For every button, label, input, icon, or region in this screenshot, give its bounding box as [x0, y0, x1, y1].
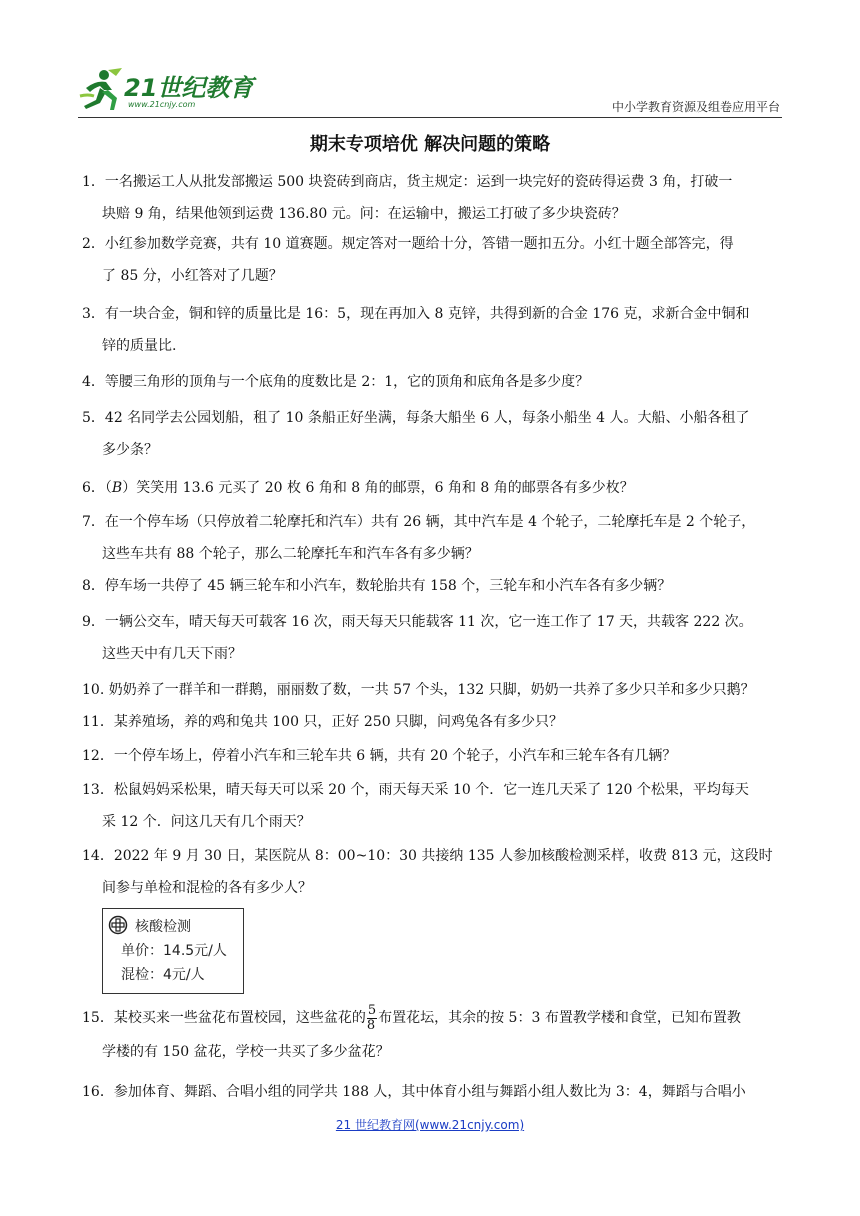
- question-label-italic: B: [111, 480, 123, 496]
- question-9: [82, 606, 782, 662]
- question-line: [82, 472, 782, 504]
- logo-brand-text: 21世纪教育: [124, 74, 254, 102]
- question-line: 块赔 9 角，结果他领到运费 136.80 元。问：在运输中，搬运工打破了多少块瓷砖？: [102, 206, 626, 222]
- question-line: 1．一名搬运工人从批发部搬运 500 块瓷砖到商店，货主规定：运到一块完好的瓷砖得运费 3 角，打破一: [82, 174, 733, 190]
- question-12: [82, 740, 782, 772]
- question-13: [82, 774, 782, 830]
- question-line: 9．一辆公交车，晴天每天可载客 16 次，雨天每天只能载客 11 次，它一连工作了 17 天，共载客 222 次。: [82, 614, 753, 630]
- question-line: 5．42 名同学去公园划船，租了 10 条船正好坐满，每条大船坐 6 人，每条小船坐 4 人。大船、小船各租了: [82, 410, 750, 426]
- question-line: [82, 1002, 782, 1034]
- question-line: 采 12 个．问这几天有几个雨天？: [102, 814, 311, 830]
- mixed-test-price: 混检：4元/人: [121, 967, 205, 983]
- question-11: [82, 706, 782, 738]
- page-header: [78, 64, 782, 118]
- logo-site-text: www.21cnjy.com: [128, 100, 196, 109]
- question-3: [82, 298, 782, 354]
- question-5: [82, 402, 782, 458]
- question-6: [82, 472, 782, 504]
- nucleic-test-price-box: [102, 908, 244, 994]
- footer-link[interactable]: 21 世纪教育网(www.21cnjy.com): [335, 1118, 525, 1132]
- page-title: 期末专项培优 解决问题的策略: [309, 134, 551, 155]
- question-line: 16．参加体育、舞蹈、合唱小组的同学共 188 人，其中体育小组与舞蹈小组人数比为 3：4，舞蹈与合唱小: [82, 1084, 746, 1100]
- fraction-numerator: 5: [367, 1002, 377, 1018]
- question-15: [82, 1002, 782, 1060]
- box-title: 核酸检测: [135, 919, 191, 935]
- question-text: 布置花坛，其余的按 5：3 布置教学楼和食堂，已知布置教: [378, 1010, 741, 1026]
- question-14: [82, 840, 782, 896]
- question-line: 锌的质量比.: [102, 338, 177, 354]
- question-2: [82, 228, 782, 284]
- single-test-price: 单价：14.5元/人: [121, 943, 227, 959]
- question-line: 这些车共有 88 个轮子，那么二轮摩托车和汽车各有多少辆？: [102, 546, 479, 562]
- question-line: 7．在一个停车场（只停放着二轮摩托和汽车）共有 26 辆，其中汽车是 4 个轮子，二轮摩托车是 2 个轮子，: [82, 514, 756, 530]
- question-text: ）笑笑用 13.6 元买了 20 枚 6 角和 8 角的邮票，6 角和 8 角的邮票各有多少枚？: [122, 480, 634, 496]
- question-7: [82, 506, 782, 562]
- question-line: 13．松鼠妈妈采松果，晴天每天可以采 20 个，雨天每天采 10 个．它一连几天采了 120 个松果，平均每天: [82, 782, 749, 798]
- question-line: 多少条？: [102, 442, 158, 458]
- question-1: [82, 166, 782, 222]
- logo: [78, 66, 278, 116]
- question-16: [82, 1076, 782, 1108]
- fraction-denominator: 8: [366, 1017, 376, 1033]
- question-line: 4．等腰三角形的顶角与一个底角的度数比是 2：1，它的顶角和底角各是多少度？: [82, 374, 590, 390]
- runner-logo-icon: [78, 66, 126, 112]
- fraction: [367, 1004, 377, 1033]
- question-line: 8．停车场一共停了 45 辆三轮车和小汽车，数轮胎共有 158 个，三轮车和小汽车各有多少辆？: [82, 578, 672, 594]
- medical-cross-icon: [108, 915, 128, 935]
- question-line: 12．一个停车场上，停着小汽车和三轮车共 6 辆，共有 20 个轮子，小汽车和三轮车各有几辆？: [82, 748, 677, 764]
- question-text: 6．（: [82, 480, 112, 496]
- question-8: [82, 570, 782, 602]
- question-line: 这些天中有几天下雨？: [102, 646, 242, 662]
- header-tagline: 中小学教育资源及组卷应用平台: [611, 100, 780, 114]
- question-10: [82, 674, 782, 706]
- question-line: 14．2022 年 9 月 30 日，某医院从 8：00~10：30 共接纳 135 人参加核酸检测采样，收费 813 元，这段时: [82, 848, 773, 864]
- question-line: 学楼的有 150 盆花，学校一共买了多少盆花？: [102, 1044, 390, 1060]
- question-line: 了 85 分，小红答对了几题？: [102, 268, 283, 284]
- question-4: [82, 366, 782, 398]
- question-line: 10. 奶奶养了一群羊和一群鹅，丽丽数了数，一共 57 个头，132 只脚，奶奶一共养了多少只羊和多少只鹅？: [82, 682, 755, 698]
- header-divider: [78, 117, 782, 118]
- question-text: 15．某校买来一些盆花布置校园，这些盆花的: [82, 1010, 366, 1026]
- question-line: 间参与单检和混检的各有多少人？: [102, 880, 312, 896]
- question-line: 2．小红参加数学竞赛，共有 10 道赛题。规定答对一题给十分，答错一题扣五分。小红十题全部答完，得: [82, 236, 734, 252]
- question-line: 3．有一块合金，铜和锌的质量比是 16：5，现在再加入 8 克锌，共得到新的合金 176 克，求新合金中铜和: [82, 306, 750, 322]
- question-line: 11．某养殖场，养的鸡和兔共 100 只，正好 250 只脚，问鸡兔各有多少只？: [82, 714, 564, 730]
